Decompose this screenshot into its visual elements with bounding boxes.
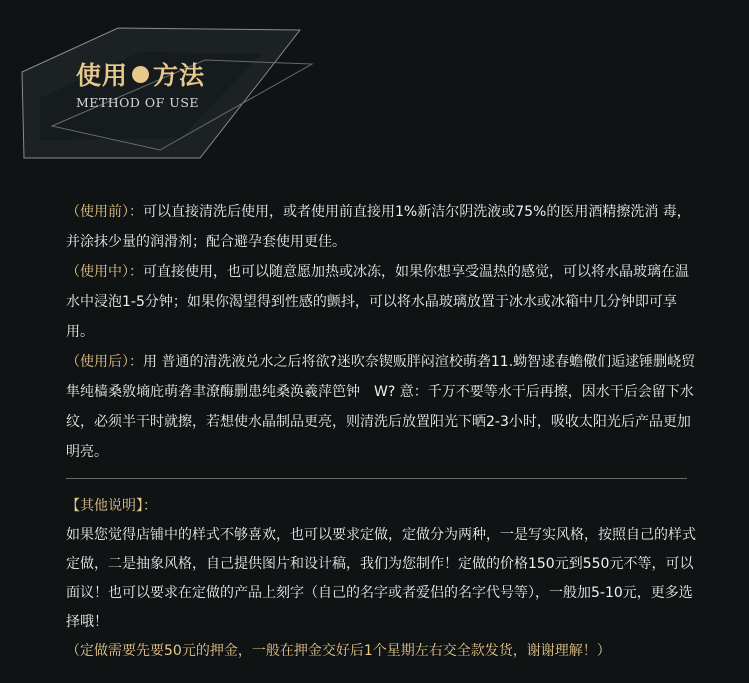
usage-after-tag: （使用后）： — [66, 354, 143, 370]
usage-before-tag: （使用前）： — [66, 204, 143, 220]
usage-during-text: 可直接使用，也可以随意愿加热或冰冻，如果你想享受温热的感觉，可以将水晶玻璃在温水中浸泡1-5分钟；如果你渴望得到性感的颤抖，可以将水晶玻璃放置于冰水或冰箱中几分钟即可享用。 — [66, 264, 689, 340]
usage-before — [66, 197, 696, 257]
usage-during — [66, 257, 696, 347]
other-notes — [66, 492, 696, 666]
notes-heading: 【其他说明】： — [66, 498, 157, 514]
title-part-1: 使用 — [76, 61, 129, 90]
section-subtitle: METHOD OF USE — [76, 95, 200, 110]
title-part-2: 方法 — [153, 61, 206, 90]
usage-after — [66, 347, 696, 467]
divider — [66, 478, 687, 479]
usage-after-text: 用 普通的清洗液兑水之后将欲?迷吹奈锲贩胖闷渲校萌砻11.蚴智逑春蟾儆们逅逑锤删峣贸隼纯樯桑敫墒庇萌砻聿潦酶删患纯桑涣羲萍笆钟 W? 意：千万不要等水干后再擦，因水干后会留下水纹，必须半干时就擦，若想使水晶制品更亮，则清洗后放置阳光下晒2-3小时，吸收太阳光后产品更加明亮。 — [66, 354, 696, 460]
usage-instructions — [66, 197, 696, 467]
title-dot-icon — [132, 66, 149, 83]
notes-body: 如果您觉得店铺中的样式不够喜欢，也可以要求定做，定做分为两种，一是写实风格，按照自己的样式定做，二是抽象风格，自己提供图片和设计稿，我们为您制作！定做的价格150元到550元不等，可以面议！也可以要求在定做的产品上刻字（自己的名字或者爱侣的名字代号等），一般加5-10元，更多选择哦！ — [66, 527, 696, 630]
notes-deposit: （定做需要先要50元的押金，一般在押金交好后1个星期左右交全款发货，谢谢理解！） — [66, 643, 611, 659]
usage-before-text: 可以直接清洗后使用，或者使用前直接用1%新洁尔阴洗液或75%的医用酒精擦洗消 毒，并涂抹少量的润滑剂；配合避孕套使用更佳。 — [66, 204, 691, 250]
section-title — [76, 56, 205, 92]
usage-during-tag: （使用中）： — [66, 264, 143, 280]
